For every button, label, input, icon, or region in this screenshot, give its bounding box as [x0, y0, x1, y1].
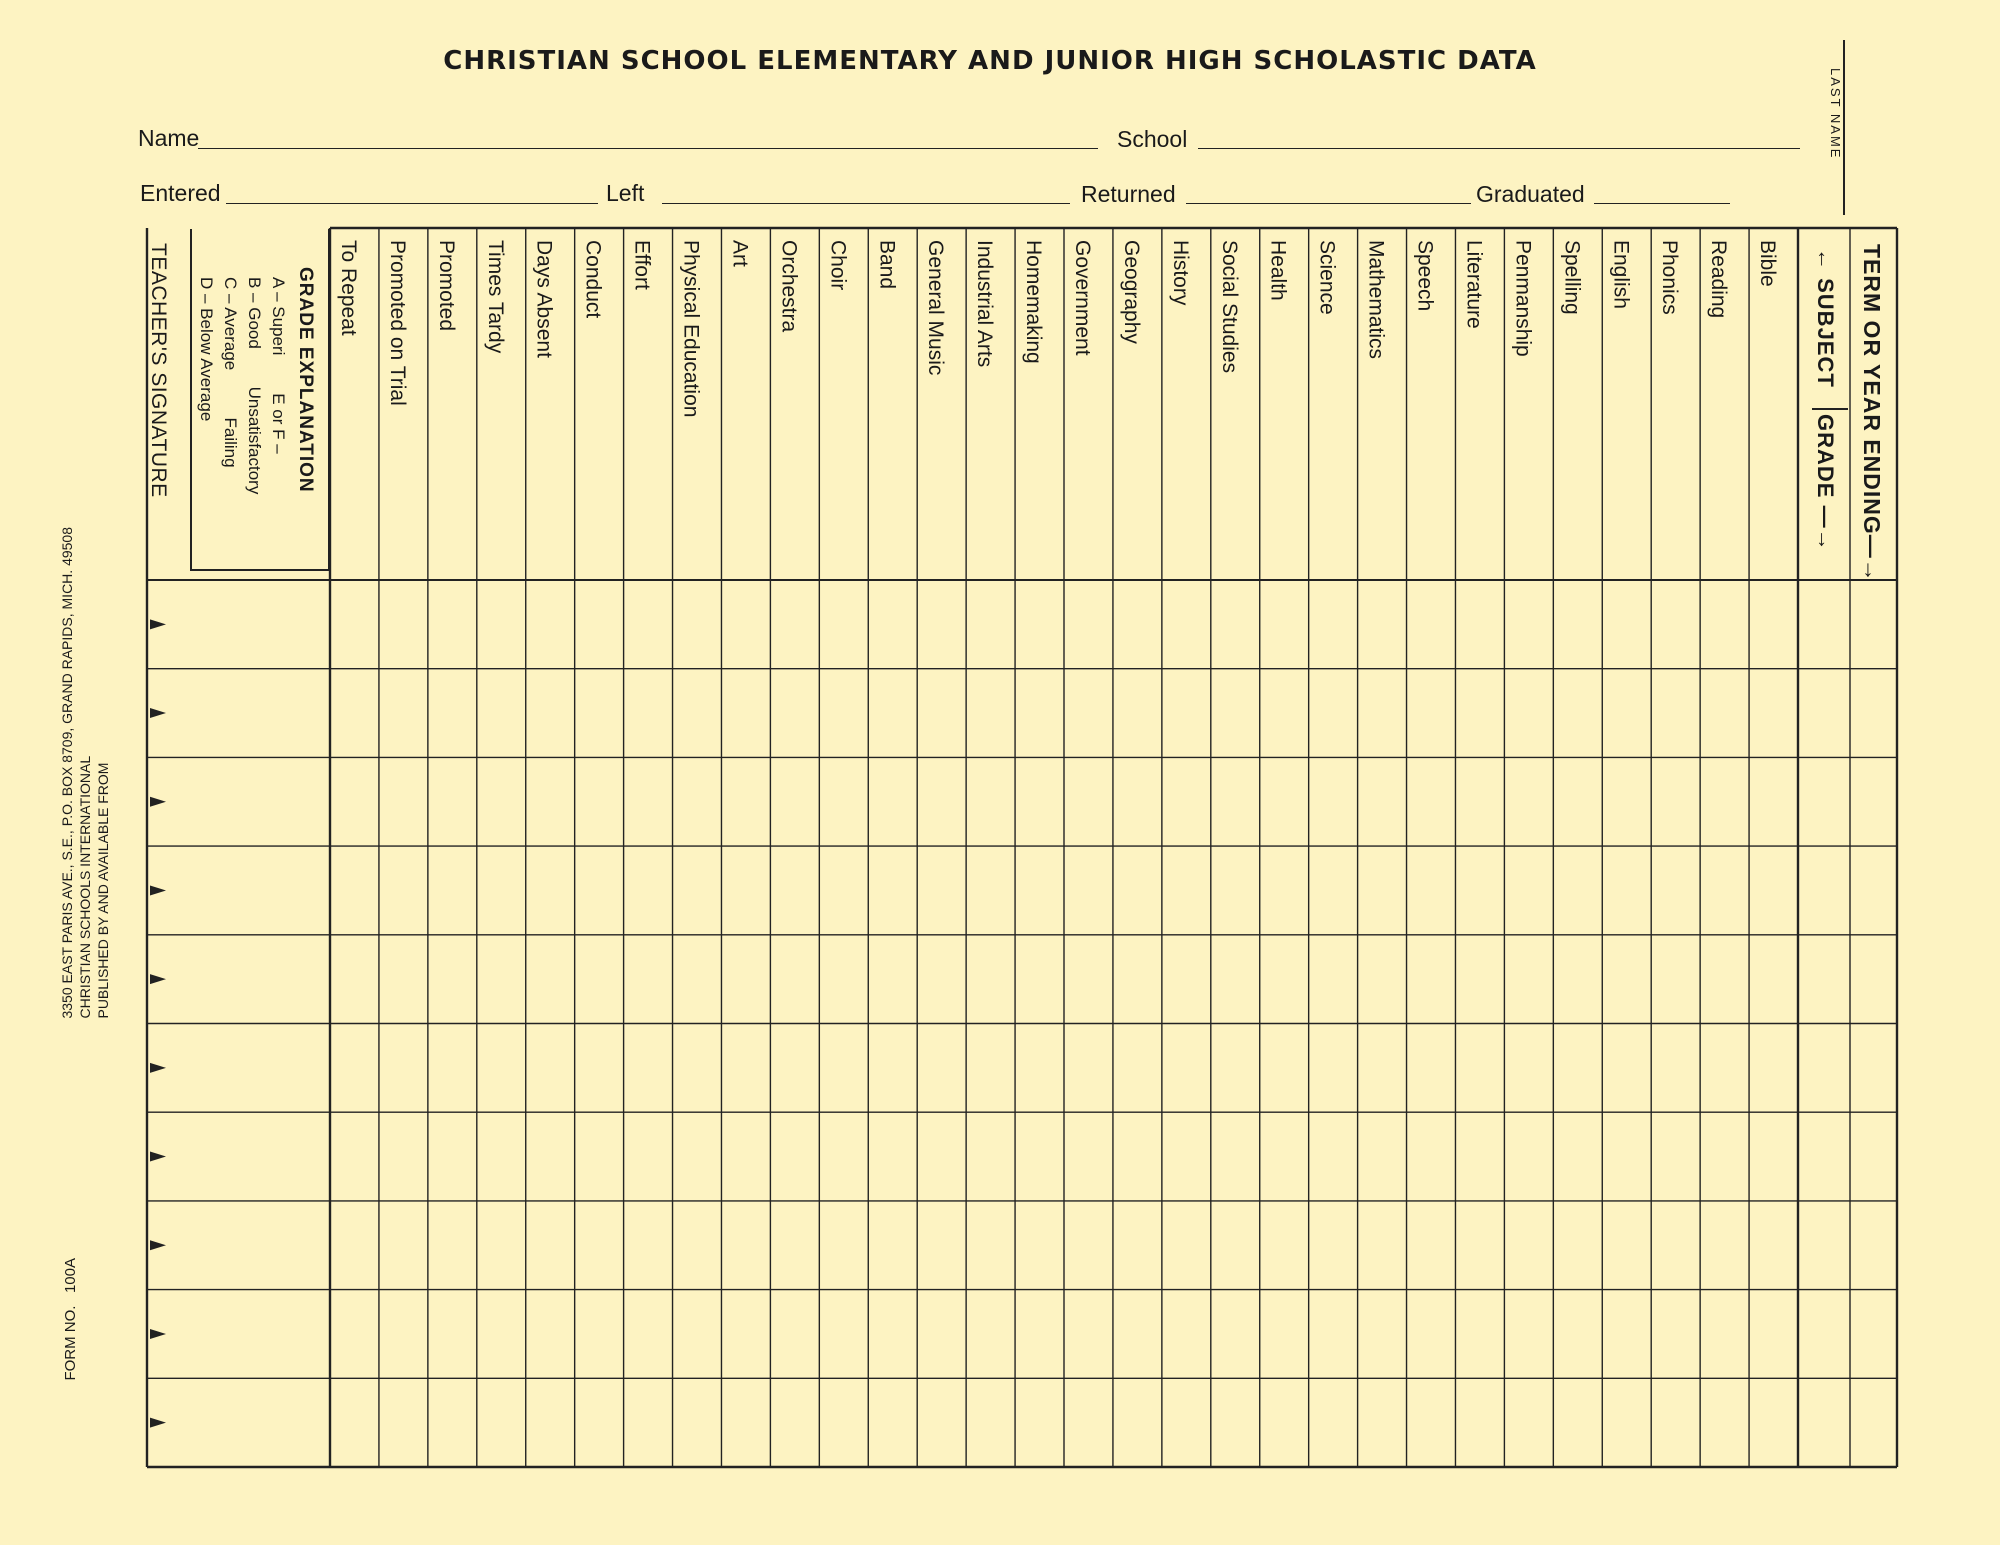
column-header-choir: Choir: [826, 240, 850, 291]
name-label: Name: [138, 125, 200, 151]
column-header-art: Art: [728, 240, 752, 267]
column-header-mathematics: Mathematics: [1364, 240, 1388, 360]
grade-explanation-line: C – Average Failing: [221, 277, 240, 468]
left-label: Left: [606, 180, 645, 206]
row-arrow-icon: [150, 1329, 166, 1339]
publisher-line: 3350 EAST PARIS AVE., S.E., P.O. BOX 8709, GRAND RAPIDS, MICH. 49508: [59, 527, 75, 1019]
grade-explanation-line: A – Superi E or F –: [269, 277, 288, 454]
school-label: School: [1117, 126, 1188, 152]
grade-explanation-line: B – Good Unsatisfactory: [245, 277, 264, 495]
column-header-science: Science: [1315, 240, 1339, 315]
row-arrow-icon: [150, 1418, 166, 1428]
teacher-signature-label: TEACHER'S SIGNATURE: [147, 243, 170, 498]
column-header-homemaking: Homemaking: [1022, 240, 1046, 364]
arrow-down-icon: —→: [1813, 498, 1838, 552]
grade-explanation-line: D – Below Average: [197, 277, 216, 422]
column-header-conduct: Conduct: [581, 240, 605, 319]
grade-explanation-title: GRADE EXPLANATION: [295, 267, 316, 493]
column-header-spelling: Spelling: [1560, 240, 1584, 315]
column-header-geography: Geography: [1119, 240, 1143, 344]
row-arrow-icon: [150, 797, 166, 807]
row-arrow-icon: [150, 619, 166, 629]
column-header-promoted: Promoted: [434, 240, 458, 332]
column-header-health: Health: [1266, 240, 1290, 301]
column-header-days-absent: Days Absent: [532, 240, 556, 358]
row-arrow-icon: [150, 974, 166, 984]
column-header-government: Government: [1071, 240, 1094, 356]
grade-explanation-box: [190, 229, 330, 571]
form-title: CHRISTIAN SCHOOL ELEMENTARY AND JUNIOR HIGH SCHOLASTIC DATA: [443, 46, 1537, 76]
column-header-speech: Speech: [1413, 240, 1437, 312]
column-header-history: History: [1168, 240, 1192, 306]
row-arrow-icon: [150, 1063, 166, 1073]
grade-label: GRADE —→: [1813, 414, 1838, 552]
publisher-line: PUBLISHED BY AND AVAILABLE FROM: [95, 762, 111, 1019]
column-header-orchestra: Orchestra: [777, 240, 801, 333]
column-header-promoted-on-trial: Promoted on Trial: [385, 240, 409, 406]
arrow-down-icon: —→: [1859, 534, 1885, 583]
row-arrow-icon: [150, 708, 166, 718]
column-header-social-studies: Social Studies: [1217, 240, 1241, 374]
column-header-phonics: Phonics: [1658, 240, 1682, 315]
term-or-year-ending-label: TERM OR YEAR ENDING—→: [1859, 244, 1885, 583]
column-header-band: Band: [875, 240, 899, 290]
column-header-english: English: [1609, 240, 1633, 309]
column-header-literature: Literature: [1462, 240, 1486, 329]
entered-label: Entered: [140, 180, 221, 206]
column-header-to-repeat: To Repeat: [337, 240, 360, 336]
publisher-info: [58, 527, 112, 1019]
form-number: FORM NO. 100A: [62, 1258, 79, 1381]
column-header-industrial-arts: Industrial Arts: [973, 240, 997, 368]
returned-label: Returned: [1081, 181, 1176, 207]
graduated-label: Graduated: [1476, 181, 1585, 207]
column-header-physical-education: Physical Education: [679, 240, 703, 418]
publisher-line: CHRISTIAN SCHOOLS INTERNATIONAL: [77, 755, 93, 1019]
column-header-effort: Effort: [630, 240, 654, 290]
row-arrow-icon: [150, 1240, 166, 1250]
column-header-general-music: General Music: [924, 240, 948, 376]
arrow-up-icon: ←: [1813, 248, 1838, 279]
last-name-tab-label: LAST NAME: [1828, 68, 1843, 160]
subject-grade-divider: [1812, 408, 1848, 410]
column-header-penmanship: Penmanship: [1511, 240, 1535, 357]
column-header-times-tardy: Times Tardy: [483, 240, 507, 354]
row-arrow-icon: [150, 885, 166, 895]
column-header-bible: Bible: [1756, 240, 1780, 287]
column-header-reading: Reading: [1707, 240, 1731, 319]
subject-label: ← SUBJECT: [1813, 248, 1838, 388]
row-arrow-icon: [150, 1152, 166, 1162]
